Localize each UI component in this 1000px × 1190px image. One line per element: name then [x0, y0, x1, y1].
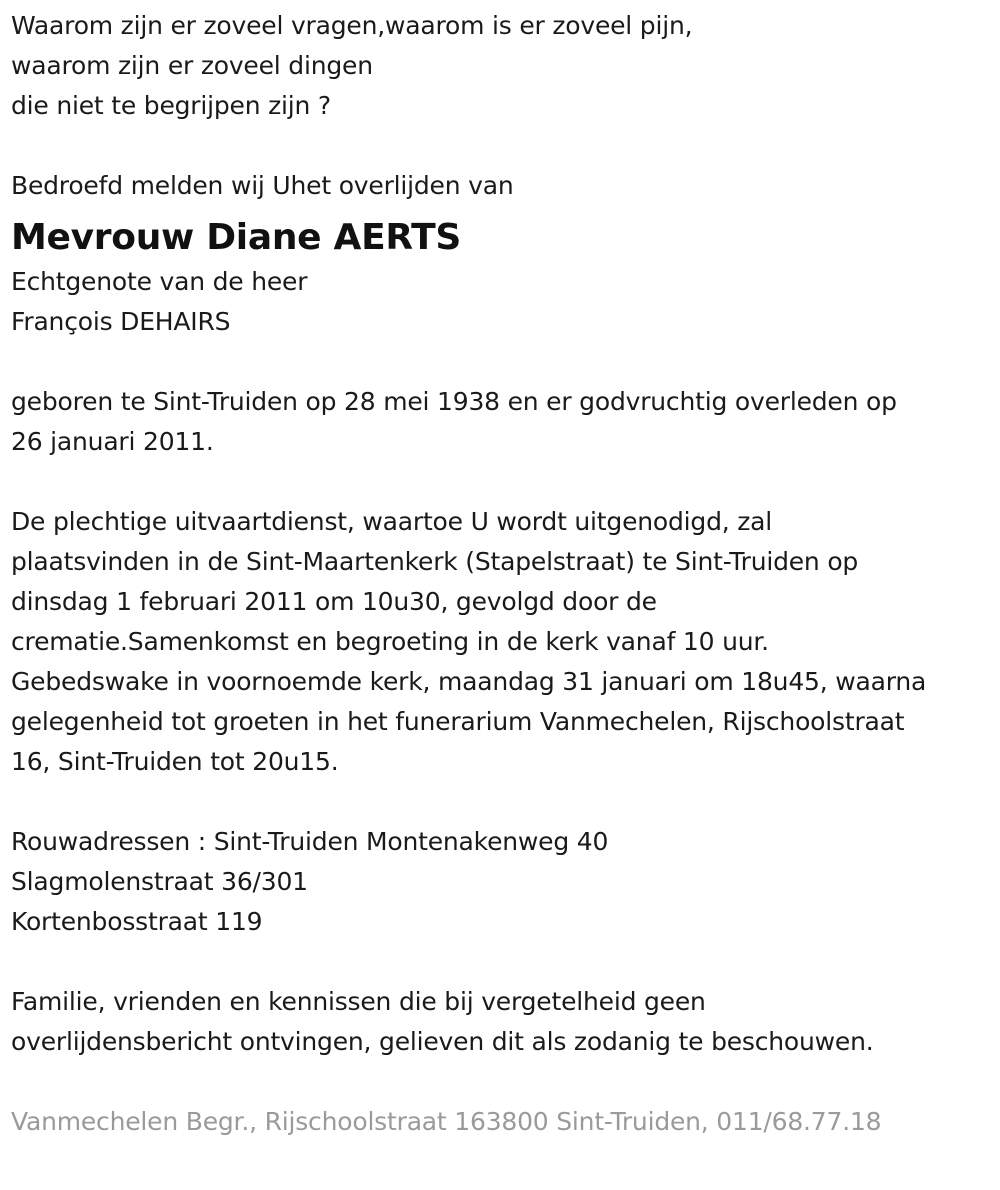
spacer [11, 342, 996, 382]
funeral-home-footer: Vanmechelen Begr., Rijschoolstraat 163800 Sint-Truiden, 011/68.77.18 [11, 1107, 882, 1136]
paragraph-line: 26 januari 2011. [11, 427, 214, 456]
mourning-addresses [11, 822, 996, 942]
ceremony-paragraph [11, 502, 996, 782]
obituary-notice [11, 6, 996, 1142]
paragraph-line: crematie.Samenkomst en begroeting in de kerk vanaf 10 uur. [11, 627, 769, 656]
announcement: Bedroefd melden wij Uhet overlijden van [11, 171, 514, 200]
address-line: Rouwadressen : Sint-Truiden Montenakenweg 40 [11, 827, 609, 856]
birth-death-paragraph [11, 382, 996, 462]
paragraph-line: overlijdensbericht ontvingen, gelieven dit als zodanig te beschouwen. [11, 1027, 874, 1056]
spacer [11, 782, 996, 822]
spacer [11, 942, 996, 982]
spacer [11, 126, 996, 166]
closing-paragraph [11, 982, 996, 1062]
paragraph-line: Gebedswake in voornoemde kerk, maandag 31 januari om 18u45, waarna [11, 667, 927, 696]
paragraph-line: geboren te Sint-Truiden op 28 mei 1938 en er godvruchtig overleden op [11, 387, 897, 416]
deceased-name: Mevrouw Diane AERTS [11, 217, 462, 258]
paragraph-line: 16, Sint-Truiden tot 20u15. [11, 747, 339, 776]
poem-line: die niet te begrijpen zijn ? [11, 91, 331, 120]
paragraph-line: gelegenheid tot groeten in het funerarium Vanmechelen, Rijschoolstraat [11, 707, 905, 736]
poem [11, 6, 996, 126]
spacer [11, 1062, 996, 1102]
spacer [11, 462, 996, 502]
spouse-name: François DEHAIRS [11, 307, 231, 336]
poem-line: waarom zijn er zoveel dingen [11, 51, 373, 80]
paragraph-line: Familie, vrienden en kennissen die bij vergetelheid geen [11, 987, 706, 1016]
paragraph-line: dinsdag 1 februari 2011 om 10u30, gevolgd door de [11, 587, 657, 616]
address-line: Slagmolenstraat 36/301 [11, 867, 308, 896]
paragraph-line: plaatsvinden in de Sint-Maartenkerk (Stapelstraat) te Sint-Truiden op [11, 547, 859, 576]
address-line: Kortenbosstraat 119 [11, 907, 263, 936]
relation-line: Echtgenote van de heer [11, 267, 308, 296]
poem-line: Waarom zijn er zoveel vragen,waarom is er zoveel pijn, [11, 11, 693, 40]
paragraph-line: De plechtige uitvaartdienst, waartoe U wordt uitgenodigd, zal [11, 507, 773, 536]
